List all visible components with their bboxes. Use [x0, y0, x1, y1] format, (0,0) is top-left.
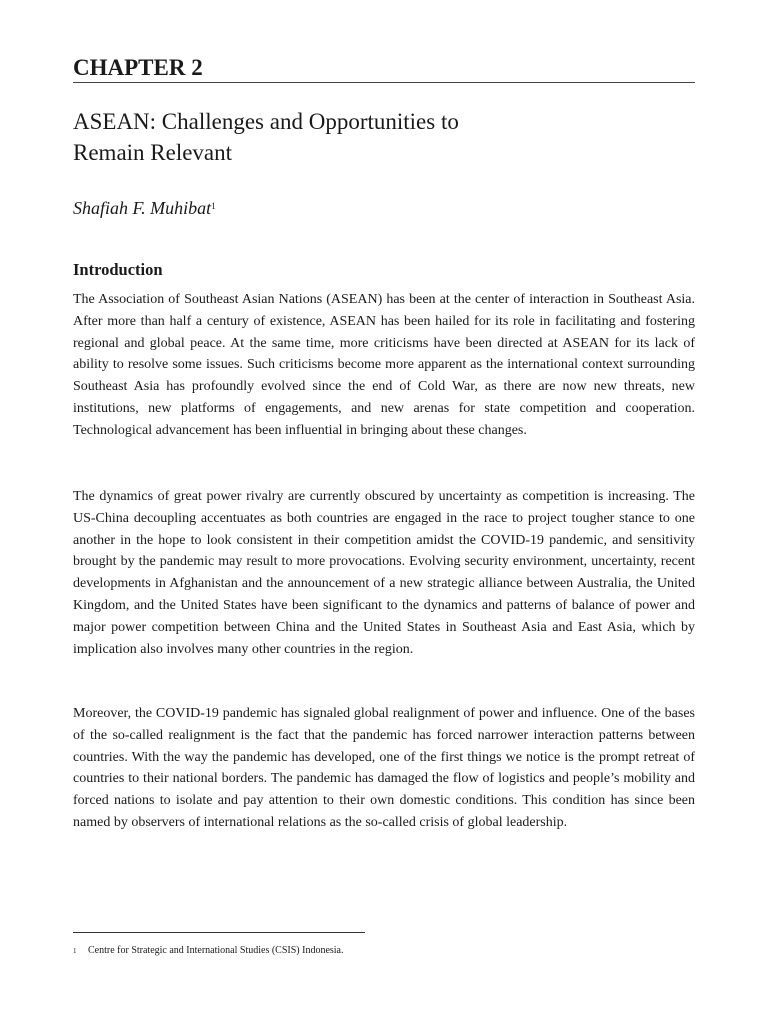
- author-name: Shafiah F. Muhibat: [73, 198, 212, 218]
- body-paragraph-2: The dynamics of great power rivalry are currently obscured by uncertainty as competition is increasing. The US-China decoupling accentuates as both countries are engaged in the race to project tougher stance to one another in the hope to look consistent in their competition amidst the COVID-19 pandemic, and sensitivity brought by the pandemic may result to more provocations. Evolving security environment, uncertainty, recent developments in Afghanistan and the announcement of a new strategic alliance between Australia, the United Kingdom, and the United States have been significant to the dynamics and patterns of balance of power and major power competition between China and the United States in Southeast Asia and East Asia, which by implication also involves many other countries in the region.: [73, 489, 695, 657]
- chapter-heading: CHAPTER 2: [73, 54, 695, 83]
- author-byline: [73, 196, 216, 220]
- body-paragraph-1: The Association of Southeast Asian Nations (ASEAN) has been at the center of interaction in Southeast Asia. After more than half a century of existence, ASEAN has been hailed for its role in facilitating and fostering regional and global peace. At the same time, more criticisms have been directed at ASEAN for its lack of ability to resolve some issues. Such criticisms become more apparent as the international context surrounding Southeast Asia has profoundly evolved since the end of Cold War, as there are now new threats, new institutions, new platforms of engagements, and new arenas for state competition and cooperation. Technological advancement has been influential in bringing about these changes.: [73, 292, 695, 438]
- author-footnote-mark: 1: [211, 201, 216, 211]
- body-paragraph-3: Moreover, the COVID-19 pandemic has signaled global realignment of power and influence. One of the bases of the so-called realignment is the fact that the pandemic has forced narrower interaction patterns between countries. With the way the pandemic has developed, one of the first things we notice is the prompt retreat of countries to their national borders. The pandemic has damaged the flow of logistics and people’s mobility and forced nations to isolate and pay attention to their own domestic conditions. This condition has since been named by observers of international relations as the so-called crisis of global leadership.: [73, 706, 695, 830]
- chapter-title: [73, 106, 695, 168]
- footnote-divider: [73, 932, 365, 933]
- section-heading: Introduction: [73, 260, 163, 279]
- chapter-title-line-1: ASEAN: Challenges and Opportunities to: [73, 109, 459, 134]
- footnote: [73, 944, 344, 958]
- chapter-title-line-2: Remain Relevant: [73, 140, 233, 165]
- footnote-text: Centre for Strategic and International Studies (CSIS) Indonesia.: [88, 945, 344, 956]
- footnote-mark: 1: [73, 947, 77, 955]
